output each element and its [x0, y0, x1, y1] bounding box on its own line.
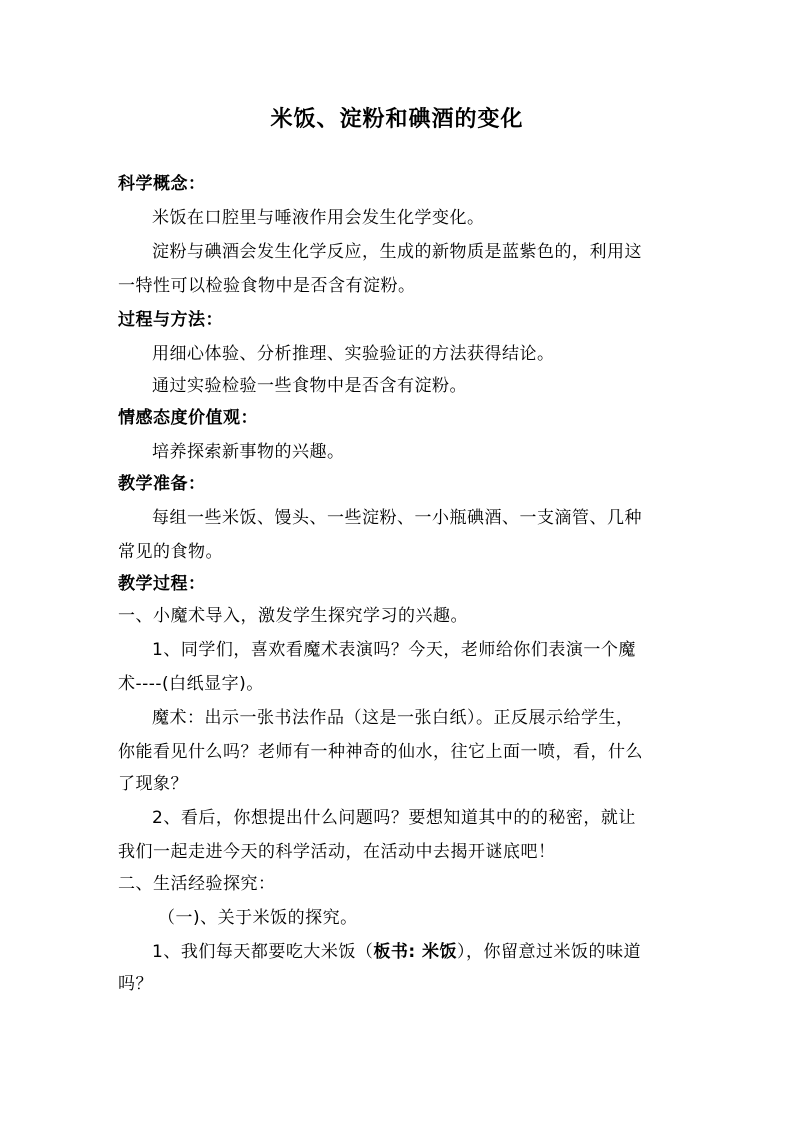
document-title: 米饭、淀粉和碘酒的变化: [270, 107, 524, 132]
board-writing-text: 板书: 米饭: [373, 942, 458, 962]
heading-teaching-process: 教学过程：: [118, 574, 206, 594]
heading-preparation: 教学准备：: [118, 474, 206, 494]
paragraph-text: 了现象？: [118, 774, 188, 794]
text-run: 1、我们每天都要吃大米饭（: [152, 942, 374, 962]
heading-emotion-values: 情感态度价值观：: [118, 408, 258, 428]
paragraph-text: 1、同学们，喜欢看魔术表演吗？今天，老师给你们表演一个魔: [152, 640, 636, 660]
paragraph-text: 每组一些米饭、馒头、一些淀粉、一小瓶碘酒、一支滴管、几种: [152, 508, 642, 528]
heading-science-concept: 科学概念：: [118, 174, 206, 194]
text-run: ），你留意过米饭的味道: [457, 942, 642, 962]
paragraph-text: 术----(白纸显字)。: [118, 674, 264, 694]
paragraph-text: 常见的食物。: [118, 542, 223, 562]
paragraph-text: 2、看后，你想提出什么问题吗？要想知道其中的的秘密，就让: [152, 808, 636, 828]
heading-process-method: 过程与方法：: [118, 310, 223, 330]
paragraph-text: 我们一起走进今天的科学活动，在活动中去揭开谜底吧！: [118, 842, 556, 862]
paragraph-text: 二、生活经验探究：: [118, 874, 276, 894]
paragraph-text: 用细心体验、分析推理、实验验证的方法获得结论。: [152, 344, 555, 364]
paragraph-text: 魔术：出示一张书法作品（这是一张白纸）。正反展示给学生，: [152, 708, 634, 728]
paragraph-text: [118, 940, 722, 964]
paragraph-text: 米饭在口腔里与唾液作用会发生化学变化。: [152, 208, 485, 228]
paragraph-text: 淀粉与碘酒会发生化学反应，生成的新物质是蓝紫色的，利用这: [152, 242, 642, 262]
paragraph-text: 一、小魔术导入，激发学生探究学习的兴趣。: [118, 606, 468, 626]
paragraph-text: 你能看见什么吗？老师有一种神奇的仙水，往它上面一喷，看，什么: [118, 742, 643, 762]
paragraph-text: 一特性可以检验食物中是否含有淀粉。: [118, 276, 416, 296]
paragraph-text: 吗？: [118, 974, 153, 994]
paragraph-text: 培养探索新事物的兴趣。: [152, 442, 345, 462]
paragraph-text: 通过实验检验一些食物中是否含有淀粉。: [152, 376, 467, 396]
paragraph-text: （一)、关于米饭的探究。: [158, 908, 358, 928]
